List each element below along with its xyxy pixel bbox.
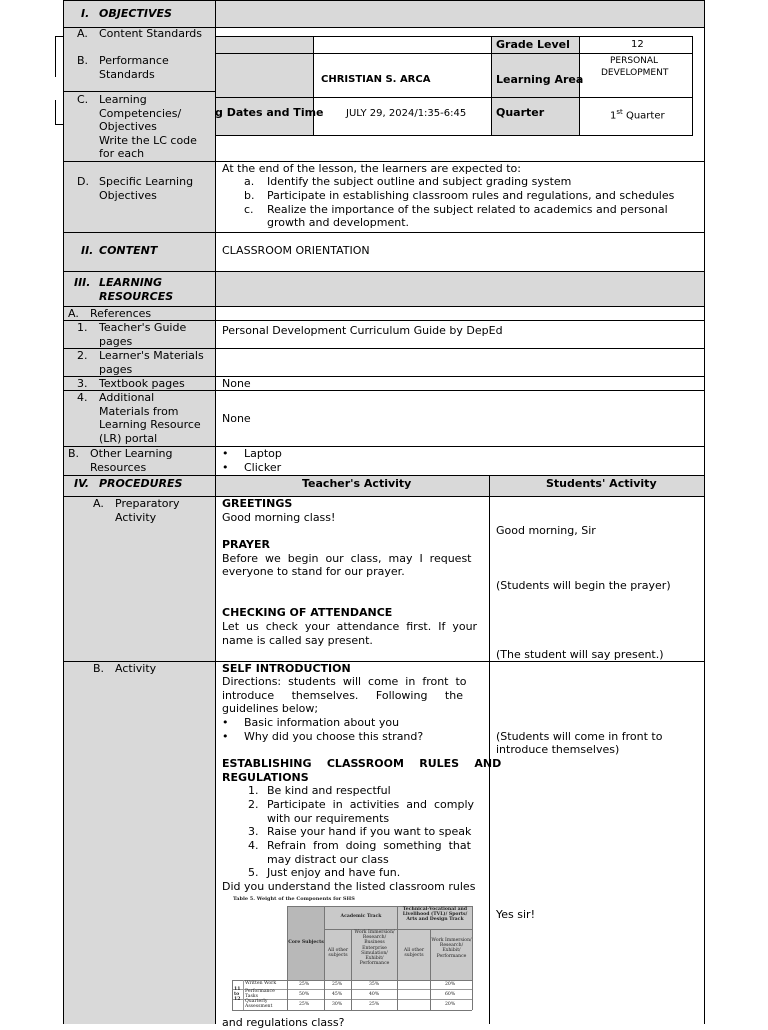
quarter-num: 1: [610, 110, 617, 122]
self-intro-heading: SELF INTRODUCTION: [222, 662, 351, 675]
weights-grade-12: 12: [234, 997, 241, 1002]
rule-4-num: 4.: [248, 839, 259, 852]
teacher-cell-top: [215, 36, 314, 54]
rule-2-line-2: with our requirements: [267, 812, 390, 825]
rules-heading-2: REGULATIONS: [222, 771, 309, 784]
references-num: A.: [68, 307, 79, 320]
self-intro-line-3: guidelines below;: [222, 702, 319, 715]
weights-cell: 25%: [299, 1002, 310, 1007]
students-activity-header: Students' Activity: [546, 477, 657, 490]
specific-obj-a-num: a.: [244, 175, 255, 188]
greetings-text: Good morning class!: [222, 511, 336, 524]
grade-level-label: Grade Level: [496, 38, 570, 51]
competencies-label-5: for each: [99, 147, 145, 160]
performance-num: B.: [77, 54, 89, 67]
rule-3: Raise your hand if you want to speak: [267, 825, 472, 838]
content-num: II.: [81, 244, 94, 257]
quarter-sup: st: [616, 108, 623, 116]
quarter-value: [610, 106, 665, 123]
weights-caption: Table 5. Weight of the Components for SHS: [233, 896, 355, 902]
rule-5-num: 5.: [248, 866, 259, 879]
row-line: [63, 306, 705, 307]
procedures-num: IV.: [74, 477, 90, 490]
teacher-name: CHRISTIAN S. ARCA: [321, 74, 431, 85]
lm-label-2: pages: [99, 363, 133, 376]
rules-reply: Yes sir!: [496, 908, 535, 921]
row-line: [63, 271, 705, 272]
quarter-label: Quarter: [496, 106, 545, 119]
weights-row-label: Performance Tasks: [245, 989, 275, 1000]
rules-heading-1: ESTABLISHING CLASSROOM RULES AND: [222, 757, 502, 770]
competencies-label-4: Write the LC code: [99, 134, 197, 147]
preparatory-label-1: Preparatory: [115, 497, 180, 510]
textbook-num: 3.: [77, 377, 88, 390]
tg-label-1: Teacher's Guide: [99, 321, 187, 334]
row-line: [63, 475, 705, 476]
weights-gridline: [324, 929, 472, 930]
additional-label-4: (LR) portal: [99, 432, 158, 445]
weights-cell: 45%: [332, 992, 343, 997]
additional-value: None: [222, 412, 251, 425]
other-resource-laptop: Laptop: [244, 447, 282, 460]
weights-gridline: [472, 906, 473, 1010]
weights-cell: 30%: [332, 1002, 343, 1007]
weights-acad-work: Work Immersion/ Research/ Business Enterprise Simulation/ Exhibit/ Performance: [354, 930, 395, 967]
weights-cell: 25%: [332, 982, 343, 987]
weights-gridline: [232, 1010, 472, 1011]
rule-2-num: 2.: [248, 798, 259, 811]
learning-area-left-cell: [215, 53, 314, 98]
weights-acad-other: All other subjects: [327, 948, 349, 959]
objectives-num: I.: [81, 7, 90, 20]
additional-label-2: Materials from: [99, 405, 179, 418]
grade-level-value: 12: [631, 39, 644, 50]
quarter-rest: Quarter: [622, 110, 665, 122]
bullet-marker: •: [222, 461, 229, 474]
dates-label: g Dates and Time: [215, 106, 324, 119]
activity-label: Activity: [115, 662, 157, 675]
weights-cell: 50%: [299, 992, 310, 997]
specific-obj-b: Participate in establishing classroom rules and regulations, and schedules: [267, 189, 675, 202]
self-intro-bullet-2: Why did you choose this strand?: [244, 730, 424, 743]
objectives-heading: OBJECTIVES: [99, 7, 172, 20]
rule-4-line-2: may distract our class: [267, 853, 389, 866]
competencies-label-1: Learning: [99, 93, 147, 106]
specific-obj-c-1: Realize the importance of the subject related to academics and personal: [267, 203, 668, 216]
weights-cell: 25%: [299, 982, 310, 987]
weights-row-label: Quarterly Assessment: [245, 999, 273, 1010]
weights-gridline: [232, 980, 233, 1010]
specific-obj-a: Identify the subject outline and subject grading system: [267, 175, 572, 188]
self-intro-reply-2: introduce themselves): [496, 743, 620, 756]
prayer-line-2: everyone to stand for our prayer.: [222, 565, 405, 578]
prayer-reply: (Students will begin the prayer): [496, 579, 671, 592]
content-standards-label: Content Standards: [99, 27, 203, 40]
lm-label-1: Learner's Materials: [99, 349, 204, 362]
header-form-left-bracket-lower: [55, 100, 64, 125]
other-resources-num: B.: [68, 447, 80, 460]
resources-heading-2: RESOURCES: [99, 290, 174, 303]
additional-label-1: Additional: [99, 391, 155, 404]
weights-gridline: [243, 980, 244, 1010]
attendance-heading: CHECKING OF ATTENDANCE: [222, 606, 393, 619]
rule-5: Just enjoy and have fun.: [267, 866, 401, 879]
specific-obj-intro: At the end of the lesson, the learners are expected to:: [222, 162, 521, 175]
attendance-line-1: Let us check your attendance first. If your: [222, 620, 478, 633]
learning-area-value-2: DEVELOPMENT: [601, 68, 669, 78]
lm-num: 2.: [77, 349, 88, 362]
weights-gridline: [287, 906, 288, 1010]
references-label: References: [90, 307, 152, 320]
greetings-heading: GREETINGS: [222, 497, 293, 510]
self-intro-bullet-1: Basic information about you: [244, 716, 400, 729]
col-divider-procedures: [489, 475, 490, 1024]
competencies-num: C.: [77, 93, 89, 106]
tg-num: 1.: [77, 321, 88, 334]
self-intro-reply-1: (Students will come in front to: [496, 730, 663, 743]
rules-question: Did you understand the listed classroom rules: [222, 880, 476, 893]
weights-row-label: Written Work: [245, 981, 277, 986]
teacher-activity-header: Teacher's Activity: [302, 477, 412, 490]
bullet-marker: •: [222, 716, 229, 729]
rule-1: Be kind and respectful: [267, 784, 391, 797]
prayer-heading: PRAYER: [222, 538, 270, 551]
textbook-label: Textbook pages: [99, 377, 185, 390]
self-intro-line-2: introduce themselves. Following the: [222, 689, 463, 702]
col-divider: [215, 0, 216, 1024]
learning-area-label: Learning Area: [496, 73, 584, 86]
rule-4-line-1: Refrain from doing something that: [267, 839, 471, 852]
header-form-left-bracket: [55, 36, 64, 77]
weights-cell: 20%: [445, 1002, 456, 1007]
other-resources-label-1: Other Learning: [90, 447, 173, 460]
competencies-label-3: Objectives: [99, 120, 157, 133]
weights-cell: 25%: [369, 1002, 380, 1007]
performance-label-2: Standards: [99, 68, 155, 81]
rule-3-num: 3.: [248, 825, 259, 838]
specific-obj-c-num: c.: [244, 203, 254, 216]
rule-2-line-1: Participate in activities and comply: [267, 798, 475, 811]
specific-obj-b-num: b.: [244, 189, 255, 202]
weights-table-image: [231, 896, 474, 1014]
other-resources-label-2: Resources: [90, 461, 147, 474]
rules-question-end: and regulations class?: [222, 1016, 345, 1029]
specific-obj-c-2: growth and development.: [267, 216, 410, 229]
weights-grade-11: 11: [234, 987, 241, 992]
additional-label-3: Learning Resource: [99, 418, 201, 431]
self-intro-line-1: Directions: students will come in front to: [222, 675, 467, 688]
content-standards-num: A.: [77, 27, 88, 40]
row-line: [63, 0, 705, 1]
weights-tvl-work: Work Immersion/ Research/ Exhibit/ Performance: [431, 938, 472, 959]
content-heading: CONTENT: [99, 244, 158, 257]
weights-academic-header: Academic Track: [340, 914, 382, 919]
rule-1-num: 1.: [248, 784, 259, 797]
specific-obj-num: D.: [77, 175, 89, 188]
greetings-reply: Good morning, Sir: [496, 524, 596, 537]
content-value: CLASSROOM ORIENTATION: [222, 244, 370, 257]
tg-value: Personal Development Curriculum Guide by DepEd: [222, 324, 503, 337]
resources-heading-1: LEARNING: [99, 276, 163, 289]
weights-cell: 20%: [445, 982, 456, 987]
bullet-marker: •: [222, 447, 229, 460]
tg-label-2: pages: [99, 335, 133, 348]
weights-cell: 60%: [445, 992, 456, 997]
weights-tvl-other: All other subjects: [403, 948, 425, 959]
competencies-label-2: Competencies/: [99, 107, 182, 120]
weights-tvl-header: Technical-Vocational and Livelihood (TVL)/ Sports/ Arts and Design Track: [402, 907, 468, 923]
textbook-value: None: [222, 377, 251, 390]
activity-num: B.: [93, 662, 105, 675]
weights-cell: 40%: [369, 992, 380, 997]
additional-num: 4.: [77, 391, 88, 404]
prayer-line-1: Before we begin our class, may I request: [222, 552, 472, 565]
preparatory-label-2: Activity: [115, 511, 157, 524]
weights-cell: 35%: [369, 982, 380, 987]
weights-core-header: Core Subjects: [288, 940, 324, 945]
weights-grade-to: to: [234, 992, 240, 997]
row-line: [63, 232, 705, 233]
resources-num: III.: [74, 276, 91, 289]
blank-cell-top: [313, 36, 492, 54]
learning-area-value-1: PERSONAL: [610, 56, 659, 66]
specific-obj-label-1: Specific Learning: [99, 175, 194, 188]
preparatory-num: A.: [93, 497, 104, 510]
procedures-heading: PROCEDURES: [99, 477, 183, 490]
attendance-reply: (The student will say present.): [496, 648, 664, 661]
attendance-line-2: name is called say present.: [222, 634, 373, 647]
bullet-marker: •: [222, 730, 229, 743]
performance-label-1: Performance: [99, 54, 169, 67]
other-resource-clicker: Clicker: [244, 461, 282, 474]
dates-value: JULY 29, 2024/1:35-6:45: [346, 108, 467, 119]
specific-obj-label-2: Objectives: [99, 189, 157, 202]
